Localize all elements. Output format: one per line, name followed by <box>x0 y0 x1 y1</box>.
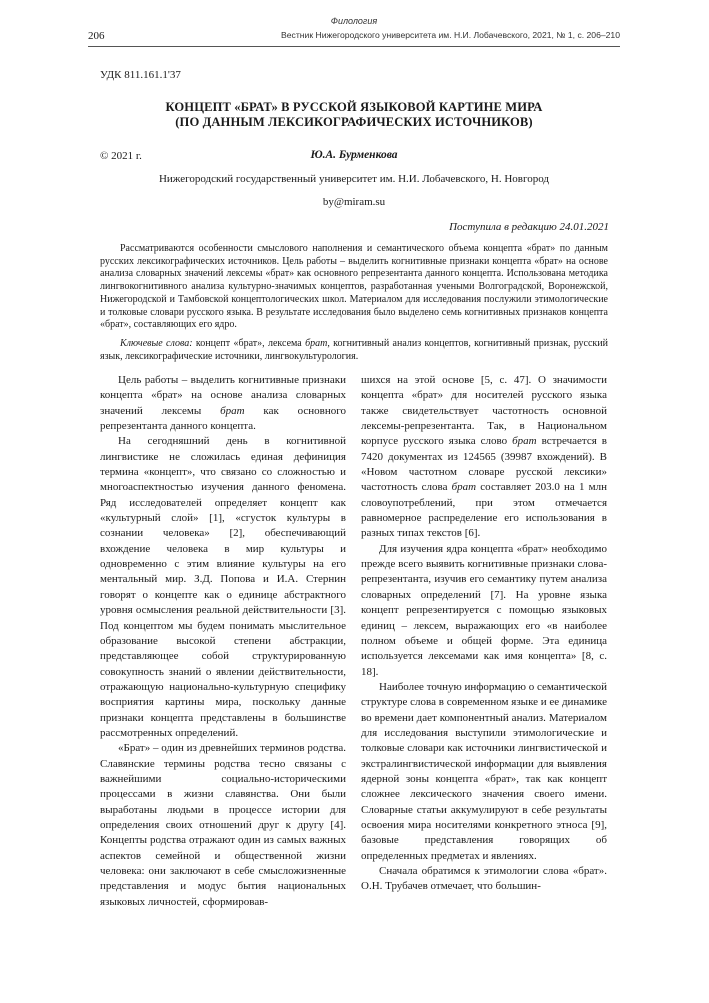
paragraph: Наиболее точную информацию о семантической структуре слова в современном языке и ее динамике во времени дает компонентный анализ. Материалом для исследования выступили этимологические и толковые словари как источники лингвистической и экстралингвистической информации для выявления ядерной зоны концепта «брат», так как концепт сложнее лексического значения своего имени. Словарные статьи аккумулируют в себе результаты освоения мира носителями конкретного этноса [9], базовые представления говорящих об определенных предметах и явлениях. <box>361 680 607 862</box>
abstract: Рассматриваются особенности смыслового наполнения и семантического объема концепта «брат» по данным русских лексикографических источников. Цель работы – выделить когнитивные признаки концепта «брат» на основе анализа словарных значений лексемы «брат» как основного репрезентанта данного концепта. Использована методика лингвокогнитивного анализа культурно-значимых концептов, разработанная учеными Волгоградской, Воронежской, Нижегородской и Тамбовской концептологических школ. Материалом для исследования послужили этимологические и толковые словари русского языка. В результате исследования было выделено семь когнитивных признаков концепта «брат», составляющих его ядро. <box>100 243 608 331</box>
keywords-post: , когнитивный анализ концептов, когнитивный признак, русский язык, лексикографические источники, лингвокультурология. <box>100 338 608 362</box>
running-header <box>88 30 620 44</box>
paragraph: На сегодняшний день в когнитивной лингвистике не сложилась единая дефиниция термина «концепт», что связано со сложностью и многоаспектностью изучения данного феномена. Ряд исследователей определяет концепт как «культурный слой» [1], «сгусток культуры в сознании человека» [2], обеспечивающий вхождение человека в мир культуры и одновременно с этим влияние культуры на его ментальный мир. З.Д. Попова и И.А. Стернин говорят о концепте как о единице абстрактного уровня осмысления реальной действительности [3]. Под концептом мы будем понимать мыслительное образование высокой степени абстракции, представляющее собой структурированную совокупность знаний о явлении действительности, отражающую национально-культурную специфику восприятия картины мира, поскольку данные признаки концепта представлены в большинстве рассмотренных определений. <box>100 435 346 739</box>
header-section: Филология <box>330 16 378 26</box>
udk-code: УДК 811.161.1'37 <box>100 69 181 81</box>
copyright: © 2021 г. <box>100 150 142 162</box>
body-column-left <box>100 373 346 910</box>
paragraph: шихся на этой основе [5, с. 47]. О значимости концепта «брат» для носителей русского языка также свидетельствует частотность основной лексемы-репрезентанта. Так, в Национальном корпусе русского языка слово брат встречается в 7420 документах из 124565 (39987 вхождений). В «Новом частотном словаре русской лексики» частотность слова брат составляет 203.0 на 1 млн словоупотреблений, при этом отмечается равномерное распределение его использования в разных типах текстов [6]. <box>361 374 608 540</box>
received-date: Поступила в редакцию 24.01.2021 <box>449 221 609 233</box>
author-name: Ю.А. Бурменкова <box>310 149 398 161</box>
paragraph: Для изучения ядра концепта «брат» необходимо прежде всего выявить когнитивные признаки слова-репрезентанта, изучив его семантику путем анализа словарных определений [7]. На уровне языка концепт репрезентируется с помощью языковых единиц – лексем, выражающих его «в наиболее полном объеме и общей форме. Эта единица используется лексемами как имя концепта» [8, с. 18]. <box>361 542 607 678</box>
keywords-pre: концепт «брат», лексема <box>192 338 306 349</box>
title-line-2: (ПО ДАННЫМ ЛЕКСИКОГРАФИЧЕСКИХ ИСТОЧНИКОВ) <box>175 115 533 129</box>
article-title <box>88 100 620 130</box>
keywords <box>100 338 608 363</box>
page-number: 206 <box>88 30 105 42</box>
keywords-label: Ключевые слова: <box>120 338 193 349</box>
journal-citation: Вестник Нижегородского университета им. Н.И. Лобачевского, 2021, № 1, с. 206–210 <box>281 30 620 40</box>
keywords-italic: брат <box>305 338 328 349</box>
author-email[interactable]: by@miram.su <box>322 196 386 208</box>
title-line-1: КОНЦЕПТ «БРАТ» В РУССКОЙ ЯЗЫКОВОЙ КАРТИНЕ МИРА <box>165 100 543 114</box>
header-rule <box>88 46 620 47</box>
affiliation: Нижегородский государственный университет им. Н.И. Лобачевского, Н. Новгород <box>158 173 550 185</box>
body-column-right <box>361 373 607 895</box>
paragraph: «Брат» – один из древнейших терминов родства. Славянские термины родства тесно связаны с важнейшими социально-историческими процессами в жизни славянства. Они были выработаны людьми в процессе истории для определения своих отношений друг к другу [4]. Концепты родства отражают один из самых важных аспектов семейной и общественной жизни человека: они заключают в себе смысложизненные представления и модус бытия национальных языковых личностей, сформировав- <box>100 742 346 908</box>
paragraph: Цель работы – выделить когнитивные признаки концепта «брат» на основе анализа словарных значений лексемы брат как основного репрезентанта данного концепта. <box>100 374 346 433</box>
paragraph: Сначала обратимся к этимологии слова «брат». О.Н. Трубачев отмечает, что большин- <box>361 865 607 893</box>
